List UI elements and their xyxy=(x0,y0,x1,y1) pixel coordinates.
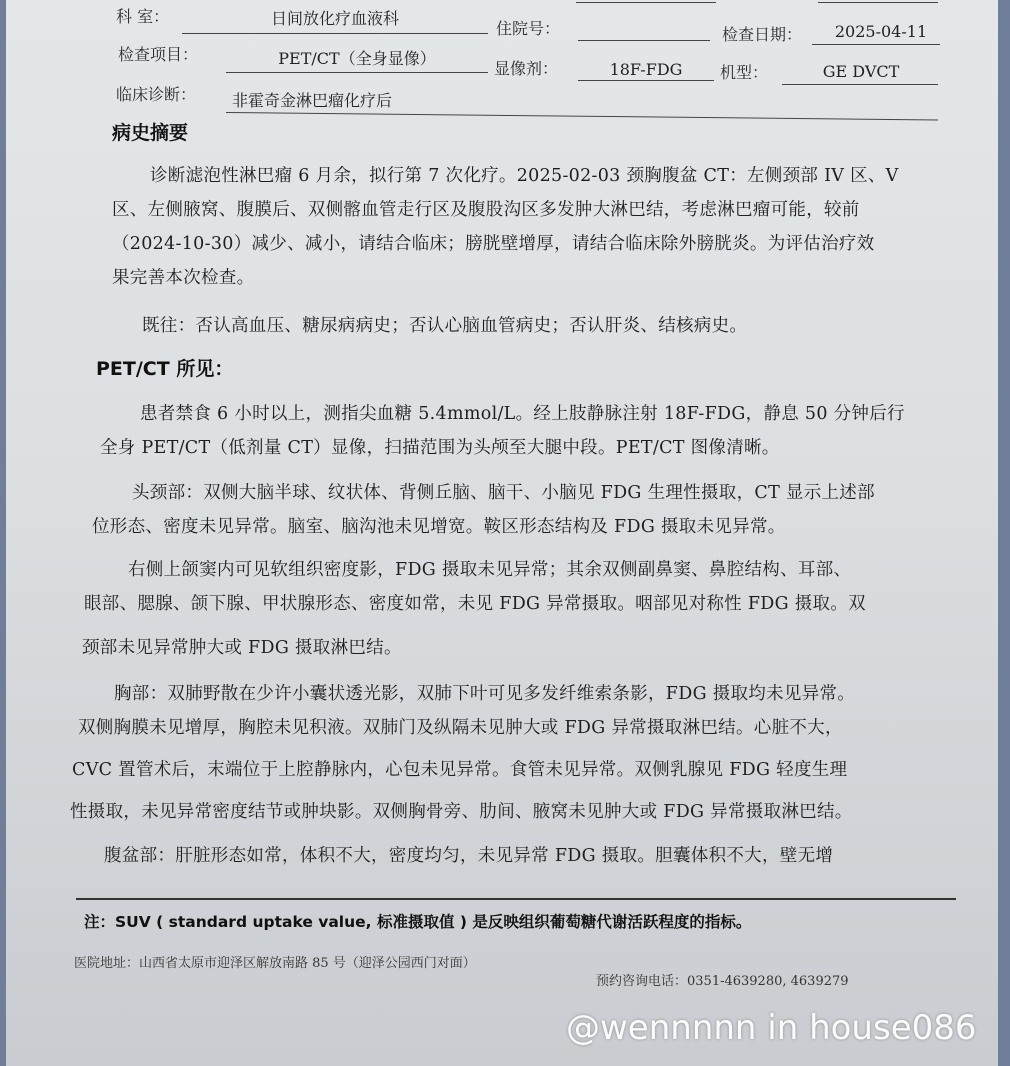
findings-line-5: 右侧上颌窦内可见软组织密度影，FDG 摄取未见异常；其余双侧副鼻窦、鼻腔结构、耳部、 xyxy=(128,560,852,580)
inpatient-underline xyxy=(578,40,710,41)
agent-label: 显像剂： xyxy=(494,59,559,78)
findings-line-1: 患者禁食 6 小时以上，测指尖血糖 5.4mmol/L。经上肢静脉注射 18F-FDG，静息 50 分钟后行 xyxy=(140,404,905,424)
findings-line-3: 头颈部：双侧大脑半球、纹状体、背侧丘脑、脑干、小脑见 FDG 生理性摄取，CT 显示上述部 xyxy=(132,483,875,503)
findings-line-9: 双侧胸膜未见增厚，胸腔未见积液。双肺门及纵隔未见肿大或 FDG 异常摄取淋巴结。心脏不大， xyxy=(78,718,843,738)
exam-value: PET/CT（全身显像） xyxy=(278,49,436,68)
model-underline xyxy=(782,84,938,85)
report-page xyxy=(6,0,998,1066)
findings-line-4: 位形态、密度未见异常。脑室、脑沟池未见增宽。鞍区形态结构及 FDG 摄取未见异常。 xyxy=(92,517,786,537)
top-underline-left xyxy=(576,2,716,3)
diagnosis-value: 非霍奇金淋巴瘤化疗后 xyxy=(232,91,393,110)
findings-line-11: 性摄取，未见异常密度结节或肿块影。双侧胸骨旁、肋间、腋窝未见肿大或 FDG 异常摄取淋巴结。 xyxy=(70,802,853,822)
exam-underline xyxy=(226,72,488,73)
findings-line-6: 眼部、腮腺、颌下腺、甲状腺形态、密度如常，未见 FDG 异常摄取。咽部见对称性 FDG 摄取。双 xyxy=(84,594,866,614)
date-underline xyxy=(812,44,940,45)
findings-line-2: 全身 PET/CT（低剂量 CT）显像，扫描范围为头颅至大腿中段。PET/CT 图像清晰。 xyxy=(100,438,780,458)
diagnosis-underline xyxy=(226,112,938,120)
footer-rule xyxy=(76,898,956,900)
exam-label: 检查项目： xyxy=(118,45,199,64)
watermark: @wennnnn in house086 xyxy=(566,1008,977,1048)
history-line-2: 区、左侧腋窝、腹膜后、双侧髂血管走行区及腹股沟区多发肿大淋巴结，考虑淋巴瘤可能，较前 xyxy=(112,200,860,220)
date-value: 2025-04-11 xyxy=(834,22,928,41)
inpatient-label: 住院号： xyxy=(496,19,561,38)
history-line-5: 既往：否认高血压、糖尿病病史；否认心脑血管病史；否认肝炎、结核病史。 xyxy=(142,316,748,336)
appointment-phone: 预约咨询电话：0351-4639280, 4639279 xyxy=(596,974,849,989)
dept-value: 日间放化疗血液科 xyxy=(270,9,399,28)
findings-line-12: 腹盆部：肝脏形态如常，体积不大，密度均匀，未见异常 FDG 摄取。胆囊体积不大，壁无增 xyxy=(104,846,834,866)
history-line-3: （2024-10-30）减少、减小，请结合临床；膀胱壁增厚，请结合临床除外膀胱炎。为评估治疗效 xyxy=(112,234,875,254)
agent-value: 18F-FDG xyxy=(609,60,683,79)
findings-line-10: CVC 置管术后，末端位于上腔静脉内，心包未见异常。食管未见异常。双侧乳腺见 FDG 轻度生理 xyxy=(72,760,848,780)
date-label: 检查日期： xyxy=(722,25,803,44)
dept-underline xyxy=(182,33,488,34)
suv-note: 注：SUV ( standard uptake value, 标准摄取值 ) 是反映组织葡萄糖代谢活跃程度的指标。 xyxy=(84,913,752,931)
diagnosis-label: 临床诊断： xyxy=(116,85,197,104)
hospital-address: 医院地址：山西省太原市迎泽区解放南路 85 号（迎泽公园西门对面） xyxy=(74,956,476,971)
top-underline-right xyxy=(818,2,938,3)
model-label: 机型： xyxy=(720,63,769,82)
history-title: 病史摘要 xyxy=(112,122,189,144)
model-value: GE DVCT xyxy=(822,62,900,81)
agent-underline xyxy=(578,80,714,81)
history-line-1: 诊断滤泡性淋巴瘤 6 月余，拟行第 7 次化疗。2025-02-03 颈胸腹盆 CT：左侧颈部 IV 区、V xyxy=(150,166,899,186)
findings-line-7: 颈部未见异常肿大或 FDG 摄取淋巴结。 xyxy=(82,638,402,658)
findings-title: PET/CT 所见： xyxy=(96,358,234,380)
history-line-4: 果完善本次检查。 xyxy=(112,268,255,288)
dept-label: 科 室： xyxy=(116,7,170,26)
findings-line-8: 胸部：双肺野散在少许小囊状透光影，双肺下叶可见多发纤维索条影，FDG 摄取均未见异常。 xyxy=(114,684,856,704)
